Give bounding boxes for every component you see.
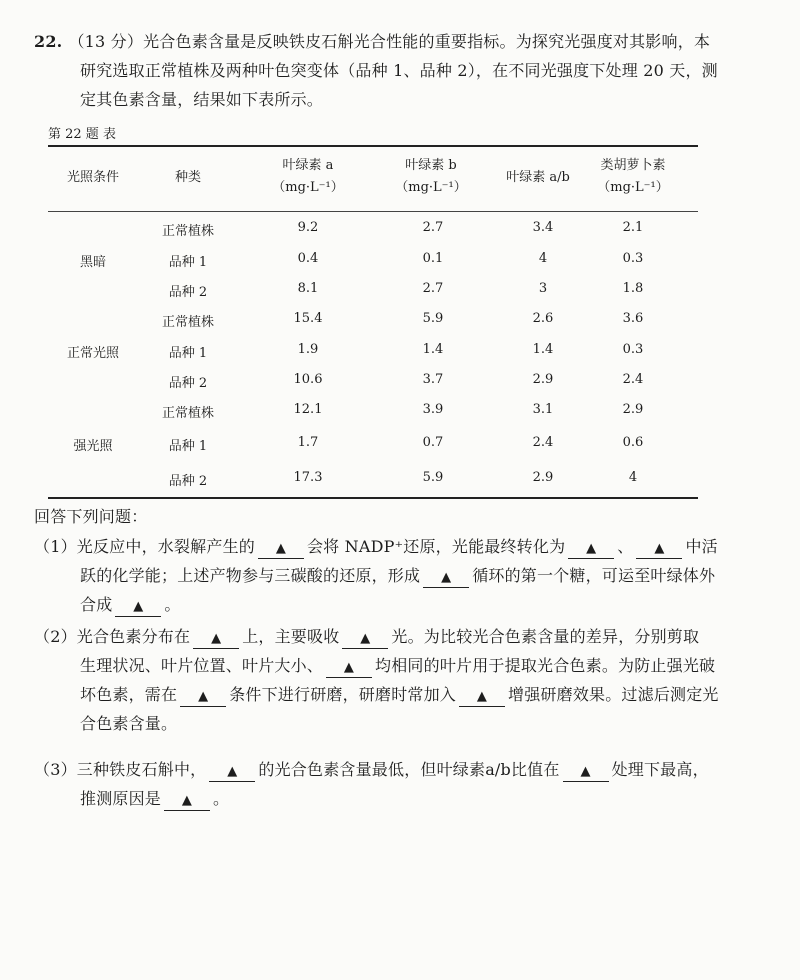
cell-chl-b: 2.7	[422, 220, 444, 235]
answer-blank[interactable]: ▲	[180, 688, 226, 707]
q2-text: 条件下进行研磨，研磨时常加入	[229, 685, 457, 704]
question-points: （13 分）	[68, 32, 144, 51]
q2-line-3	[34, 680, 774, 709]
answer-blank[interactable]: ▲	[164, 792, 210, 811]
header-carotene-unit: （mg·L⁻¹）	[597, 180, 669, 195]
q2-text: 增强研磨效果。过滤后测定光	[508, 685, 719, 704]
cell-type: 品种 1	[168, 439, 208, 454]
answer-blank[interactable]: ▲	[459, 688, 505, 707]
header-chl-b-name: 叶绿素 b	[405, 158, 457, 173]
q1-text: 、	[617, 537, 634, 556]
cell-chl-a: 15.4	[293, 311, 323, 326]
q1-line-3	[34, 590, 774, 619]
cell-type: 品种 1	[168, 255, 208, 270]
group-normal-light: 正常光照	[66, 346, 119, 361]
answer-blank[interactable]: ▲	[342, 630, 388, 649]
q2-text: 坏色素，需在	[80, 685, 178, 704]
answer-blank[interactable]: ▲	[563, 763, 609, 782]
cell-chl-a: 12.1	[293, 402, 323, 417]
table-caption: 第 22 题 表	[48, 127, 116, 142]
cell-chl-b: 5.9	[422, 311, 444, 326]
cell-chl-b: 3.9	[422, 402, 444, 417]
q1-text: 光反应中，水裂解产生的	[76, 537, 255, 556]
cell-chl-b: 5.9	[422, 470, 444, 485]
cell-chl-b: 0.1	[422, 251, 444, 266]
cell-ratio: 2.9	[532, 470, 554, 485]
cell-carotene: 2.4	[622, 372, 644, 387]
q1-text: 跃的化学能；上述产物参与三碳酸的还原，形成	[80, 566, 421, 585]
cell-chl-a: 0.4	[297, 251, 319, 266]
q1-text: 中活	[685, 537, 718, 556]
cell-type: 品种 2	[168, 285, 208, 300]
cell-chl-a: 9.2	[297, 220, 319, 235]
table-bottom-rule	[48, 497, 698, 499]
q1-line-2	[34, 561, 774, 590]
header-condition: 光照条件	[66, 170, 119, 185]
header-chl-b	[371, 155, 491, 199]
q3-text: 三种铁皮石斛中，	[76, 760, 207, 779]
q1-text: 循环的第一个糖，可运至叶绿体外	[472, 566, 716, 585]
q3-text: 。	[213, 789, 230, 808]
header-chl-a-name: 叶绿素 a	[282, 158, 334, 173]
cell-chl-a: 8.1	[297, 281, 319, 296]
q2-text: 上，主要吸收	[242, 627, 340, 646]
q1-text: 合成	[80, 595, 113, 614]
q3-number: （3）	[34, 760, 77, 779]
intro-line-2: 研究选取正常植株及两种叶色突变体（品种 1、品种 2），在不同光强度下处理 20 天，测	[80, 61, 718, 80]
cell-ratio: 3	[538, 281, 548, 296]
q2-text: 光合色素分布在	[76, 627, 191, 646]
cell-carotene: 0.3	[622, 342, 644, 357]
answer-blank[interactable]: ▲	[326, 659, 372, 678]
q1-text: 会将 NADP⁺还原，光能最终转化为	[306, 537, 566, 556]
q1-text: 。	[164, 595, 181, 614]
answer-blank[interactable]: ▲	[636, 540, 682, 559]
cell-carotene: 0.3	[622, 251, 644, 266]
header-chl-b-unit: （mg·L⁻¹）	[395, 180, 467, 195]
header-carotene	[573, 155, 693, 199]
cell-chl-b: 3.7	[422, 372, 444, 387]
cell-type: 品种 1	[168, 346, 208, 361]
header-type: 种类	[174, 170, 201, 185]
cell-chl-a: 1.7	[297, 435, 319, 450]
subquestion-3	[34, 755, 774, 813]
cell-carotene: 2.9	[622, 402, 644, 417]
subquestion-2	[34, 622, 774, 738]
cell-carotene: 1.8	[622, 281, 644, 296]
cell-carotene: 0.6	[622, 435, 644, 450]
q3-line-2	[34, 784, 774, 813]
cell-chl-a: 1.9	[297, 342, 319, 357]
header-chl-a	[248, 155, 368, 199]
cell-chl-b: 2.7	[422, 281, 444, 296]
cell-type: 正常植株	[161, 224, 214, 239]
cell-chl-b: 0.7	[422, 435, 444, 450]
cell-ratio: 3.1	[532, 402, 554, 417]
q2-number: （2）	[34, 627, 77, 646]
cell-ratio: 2.6	[532, 311, 554, 326]
cell-ratio: 1.4	[532, 342, 554, 357]
cell-ratio: 2.4	[532, 435, 554, 450]
cell-carotene: 3.6	[622, 311, 644, 326]
subquestion-1	[34, 532, 774, 619]
cell-ratio: 4	[538, 251, 548, 266]
answer-prompt: 回答下列问题：	[34, 507, 148, 526]
cell-type: 正常植株	[161, 315, 214, 330]
intro-line-3: 定其色素含量，结果如下表所示。	[80, 90, 324, 109]
group-strong-light: 强光照	[73, 439, 113, 454]
q2-text: 生理状况、叶片位置、叶片大小、	[80, 656, 324, 675]
header-chl-a-unit: （mg·L⁻¹）	[272, 180, 344, 195]
answer-blank[interactable]: ▲	[258, 540, 304, 559]
table-header-rule	[48, 211, 698, 212]
cell-ratio: 2.9	[532, 372, 554, 387]
cell-chl-a: 17.3	[293, 470, 323, 485]
intro-line-1: 光合色素含量是反映铁皮石斛光合性能的重要指标。为探究光强度对其影响，本	[143, 32, 711, 51]
table-top-rule	[48, 145, 698, 147]
cell-chl-a: 10.6	[293, 372, 323, 387]
cell-type: 品种 2	[168, 474, 208, 489]
cell-type: 品种 2	[168, 376, 208, 391]
q3-text: 处理下最高，	[611, 760, 709, 779]
cell-chl-b: 1.4	[422, 342, 444, 357]
q1-number: （1）	[34, 537, 77, 556]
question-intro	[34, 27, 774, 114]
q2-line-4: 合色素含量。	[80, 714, 178, 733]
answer-blank[interactable]: ▲	[115, 598, 161, 617]
q2-text: 均相同的叶片用于提取光合色素。为防止强光破	[375, 656, 716, 675]
cell-ratio: 3.4	[532, 220, 554, 235]
q3-text: 推测原因是	[80, 789, 162, 808]
cell-carotene: 4	[628, 470, 638, 485]
header-ratio: 叶绿素 a/b	[506, 170, 570, 185]
q2-line-2	[34, 651, 774, 680]
answer-blank[interactable]: ▲	[568, 540, 614, 559]
q2-text: 光。为比较光合色素含量的差异，分别剪取	[391, 627, 700, 646]
q3-text: 的光合色素含量最低，但叶绿素a/b比值在	[258, 760, 560, 779]
answer-blank[interactable]: ▲	[423, 569, 469, 588]
answer-blank[interactable]: ▲	[209, 763, 255, 782]
cell-carotene: 2.1	[622, 220, 644, 235]
cell-type: 正常植株	[161, 406, 214, 421]
question-number: 22.	[34, 32, 63, 51]
group-dark: 黑暗	[79, 255, 106, 270]
answer-blank[interactable]: ▲	[193, 630, 239, 649]
header-carotene-name: 类胡萝卜素	[600, 158, 666, 173]
